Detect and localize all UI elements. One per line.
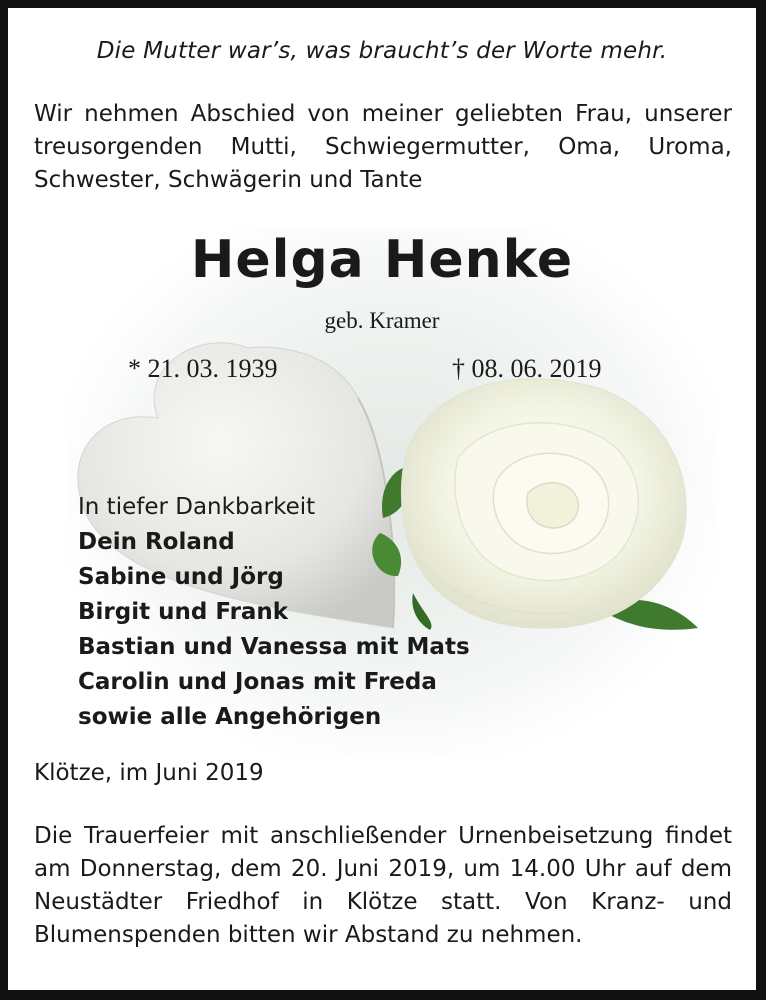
- death-date: † 08. 06. 2019: [452, 354, 602, 383]
- motto-quote: Die Mutter war’s, was braucht’s der Worte mehr.: [96, 38, 668, 64]
- signer: Birgit und Frank: [78, 599, 289, 625]
- deceased-name: Helga Henke: [190, 230, 574, 290]
- birth-date: * 21. 03. 1939: [128, 354, 278, 383]
- obituary-card: [8, 8, 756, 990]
- signer: Dein Roland: [78, 529, 235, 555]
- funeral-service-info: Die Trauerfeier mit anschließender Urnenbeisetzung findet am Donnerstag, dem 20. Juni 2019, um 14.00 Uhr auf dem Neustädter Friedhof in Klötze statt. Von Kranz- und Blumenspenden bitten wir Abstand zu nehmen.: [34, 823, 732, 948]
- intro-text: Wir nehmen Abschied von meiner geliebten Frau, unserer treusorgenden Mutti, Schwiegermutter, Oma, Uroma, Schwester, Schwägerin und Tante: [34, 101, 732, 193]
- signers-block: [78, 490, 470, 735]
- signer: Bastian und Vanessa mit Mats: [78, 634, 470, 660]
- gratitude-line: In tiefer Dankbarkeit: [78, 494, 316, 520]
- signer: Sabine und Jörg: [78, 564, 284, 590]
- signer: sowie alle Angehörigen: [78, 704, 382, 730]
- signer: Carolin und Jonas mit Freda: [78, 669, 437, 695]
- birth-name: geb. Kramer: [324, 308, 440, 333]
- place-date: Klötze, im Juni 2019: [34, 760, 264, 786]
